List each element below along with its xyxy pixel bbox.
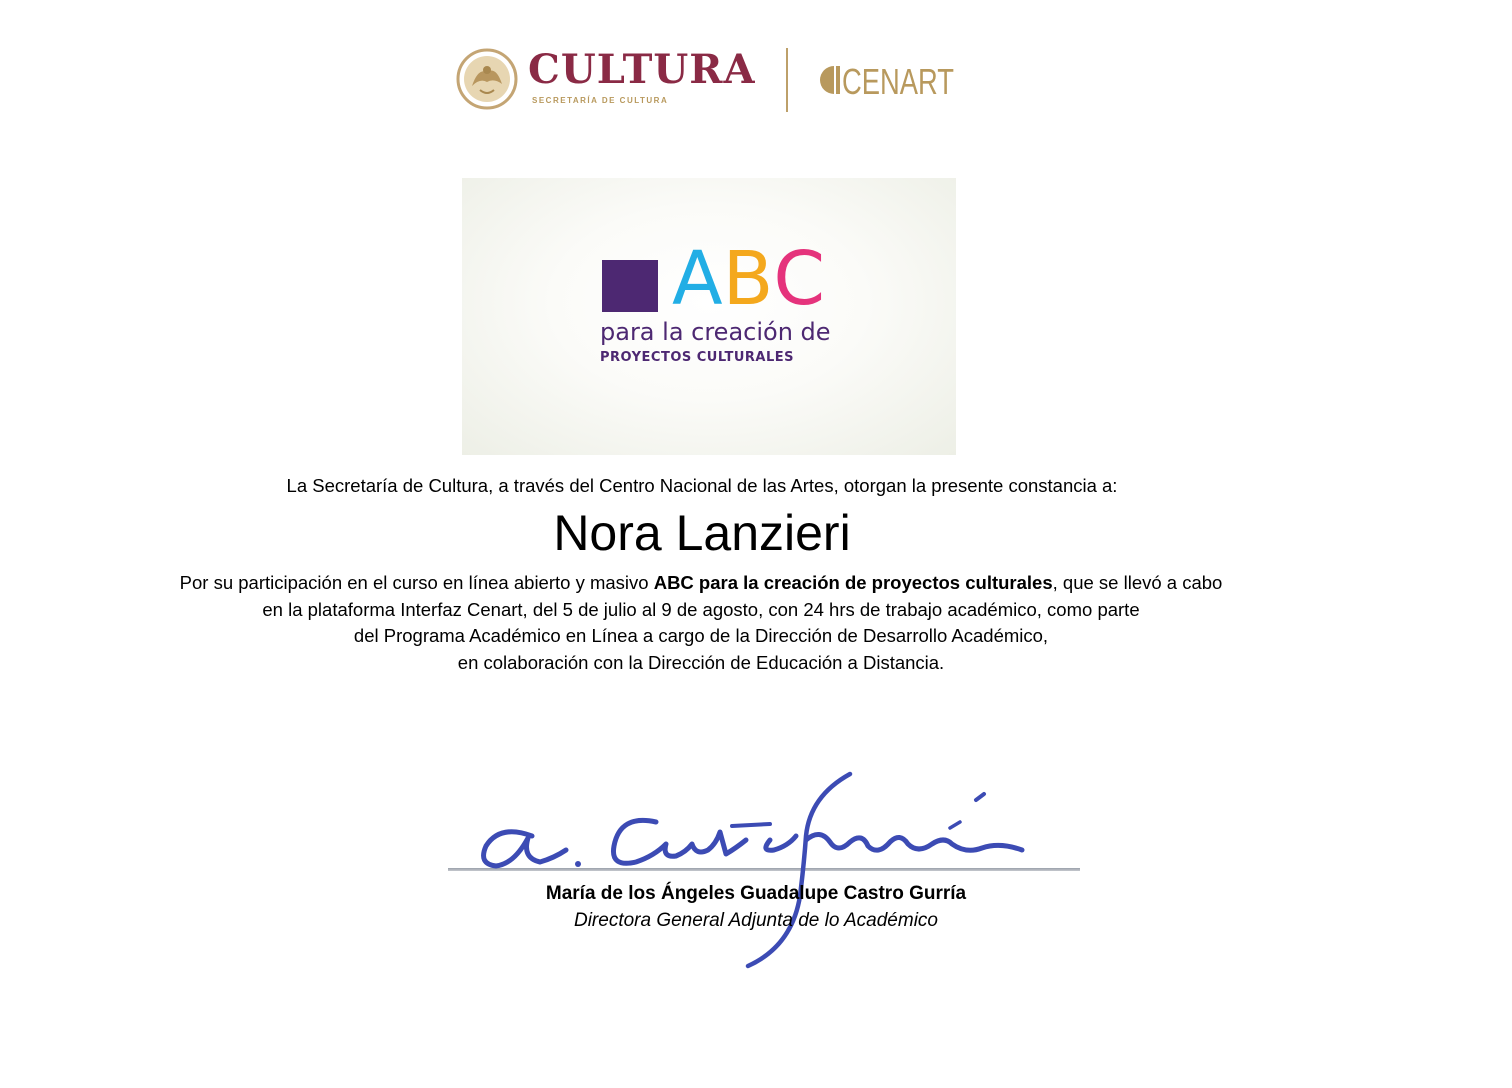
- logo-divider: [786, 48, 788, 112]
- abc-letter-c: C: [773, 236, 826, 322]
- recipient-name: Nora Lanzieri: [553, 505, 851, 561]
- signer-title: Directora General Adjunta de lo Académico: [573, 910, 938, 931]
- body-pre: Por su participación en el curso en línea abierto y masivo: [179, 572, 654, 593]
- abc-square-icon: [602, 260, 658, 312]
- body-line-1: [40, 570, 1362, 597]
- cenart-logo-text: CENART: [842, 61, 955, 102]
- cenart-logo: [814, 60, 958, 100]
- body-line-2: en la plataforma Interfaz Cenart, del 5 de julio al 9 de agosto, con 24 hrs de trabajo académico, como parte: [262, 598, 1140, 620]
- signer-name: María de los Ángeles Guadalupe Castro Gurría: [545, 883, 967, 904]
- cultura-logo-subtitle: SECRETARÍA DE CULTURA: [532, 96, 669, 105]
- course-logo-line1: para la creación de: [600, 318, 831, 346]
- course-name: ABC para la creación de proyectos culturales: [653, 572, 1053, 593]
- abc-letters: [672, 236, 826, 322]
- certificate-body: [40, 570, 1362, 676]
- course-logo-line2: PROYECTOS CULTURALES: [600, 350, 795, 365]
- mexico-seal-icon: [456, 48, 518, 110]
- body-post: , que se llevó a cabo: [1052, 572, 1223, 593]
- handwritten-signature: [470, 766, 1030, 972]
- cultura-logo-text: CULTURA: [528, 46, 756, 93]
- certificate-intro: La Secretaría de Cultura, a través del Centro Nacional de las Artes, otorgan la presente constancia a:: [286, 475, 1118, 496]
- body-line-4: en colaboración con la Dirección de Educación a Distancia.: [457, 651, 945, 673]
- course-logo-panel: [462, 178, 956, 455]
- header-logos: [452, 44, 962, 116]
- abc-letter-a: A: [672, 236, 723, 322]
- body-line-3: del Programa Académico en Línea a cargo de la Dirección de Desarrollo Académico,: [353, 625, 1049, 646]
- abc-letter-b: B: [722, 236, 774, 322]
